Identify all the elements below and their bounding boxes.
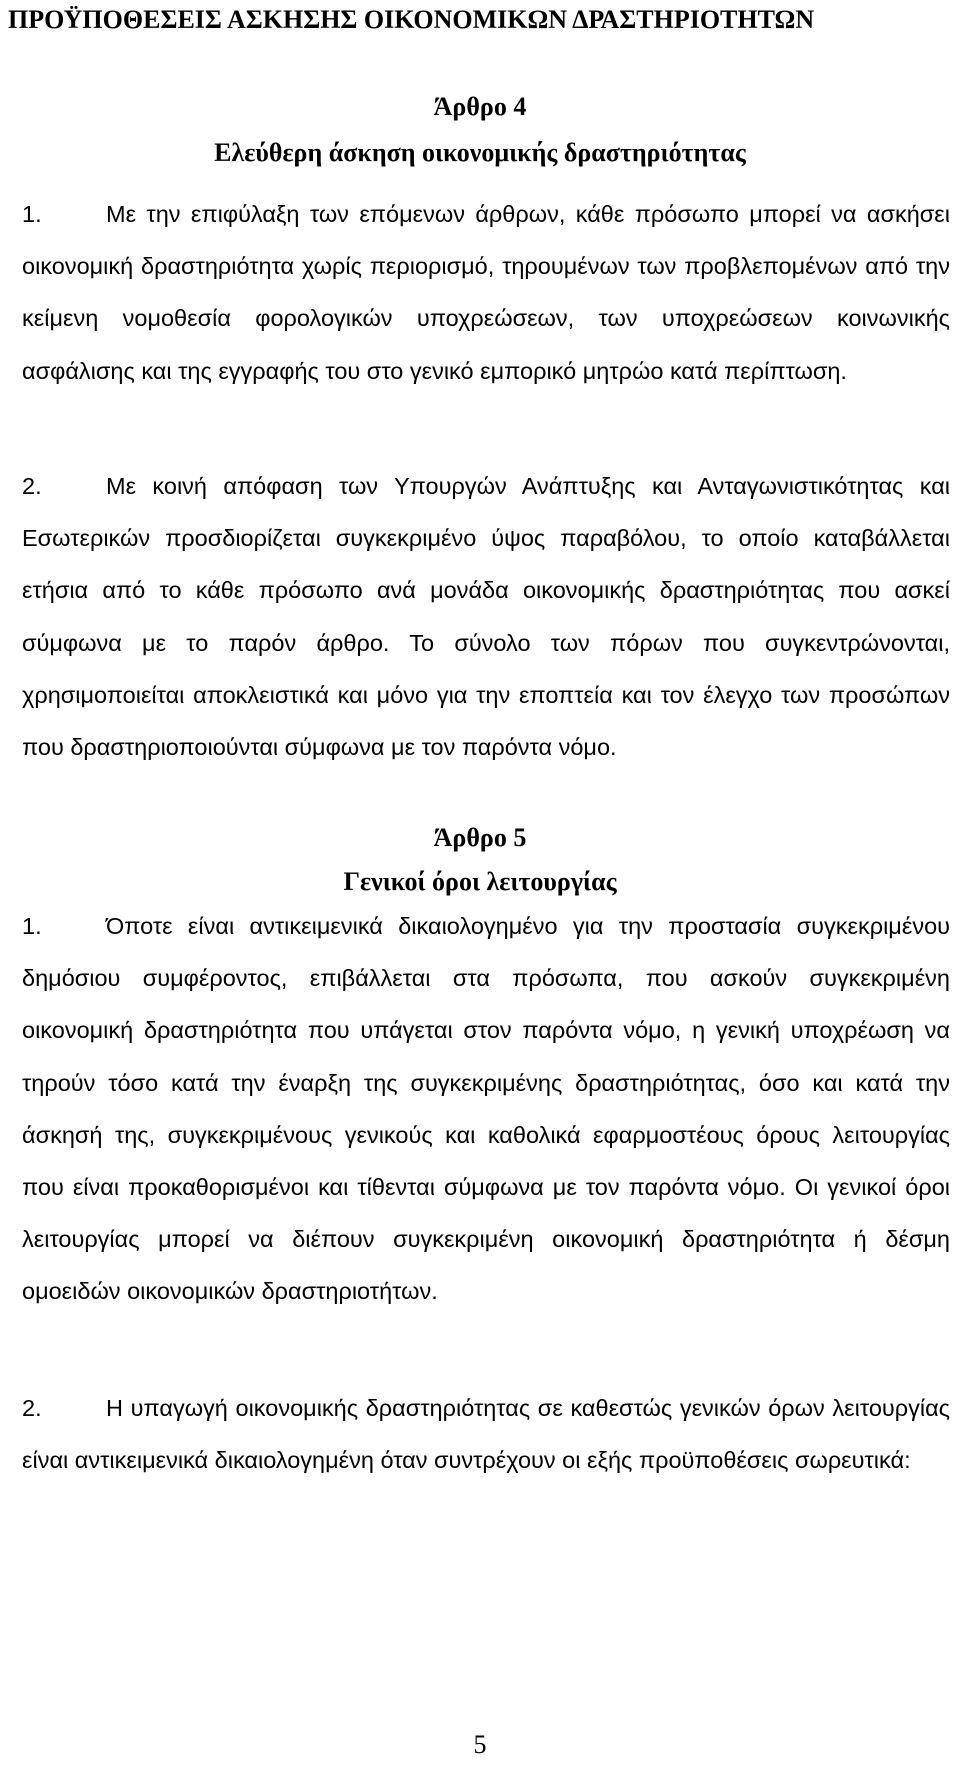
paragraph-text: Με κοινή απόφαση των Υπουργών Ανάπτυξης και Ανταγωνιστικότητας και Εσωτερικών προσδιορίζεται συγκεκριμένο ύψος παραβόλου, το οποίο καταβάλλεται ετήσια από το κάθε πρόσωπο ανά μονάδα οικονομικής δραστηριότητας που ασκεί σύμφωνα με το παρόν άρθρο. Το σύνολο των πόρων που συγκεντρώνονται, χρησιμοποιείται αποκλειστικά και μόνο για την εποπτεία και τον έλεγχο των προσώπων που δραστηριοποιούνται σύμφωνα με τον παρόντα νόμο. xyxy=(22,473,950,761)
article-4-paragraph-2 xyxy=(22,460,950,773)
paragraph-number: 1. xyxy=(22,913,42,939)
paragraph-number: 1. xyxy=(22,201,42,227)
article-5-paragraph-1 xyxy=(22,900,950,1318)
article-4-paragraph-1 xyxy=(22,188,950,397)
paragraph-text: Η υπαγωγή οικονομικής δραστηριότητας σε καθεστώς γενικών όρων λειτουργίας είναι αντικειμενικά δικαιολογημένη όταν συντρέχουν οι εξής προϋποθέσεις σωρευτικά: xyxy=(22,1395,950,1474)
article-5-label: Άρθρο 5 xyxy=(433,823,527,852)
document-heading: ΠΡΟΫΠΟΘΕΣΕΙΣ ΑΣΚΗΣΗΣ ΟΙΚΟΝΟΜΙΚΩΝ ΔΡΑΣΤΗΡΙΟΤΗΤΩΝ xyxy=(8,5,815,34)
page-number: 5 xyxy=(473,1730,487,1759)
paragraph-text: Όποτε είναι αντικειμενικά δικαιολογημένο για την προστασία συγκεκριμένου δημόσιου συμφέροντος, επιβάλλεται στα πρόσωπα, που ασκούν συγκεκριμένη οικονομική δραστηριότητα που υπάγεται στον παρόντα νόμο, η γενική υποχρέωση να τηρούν τόσο κατά την έναρξη της συγκεκριμένης δραστηριότητας, όσο και κατά την άσκησή της, συγκεκριμένους γενικούς και καθολικά εφαρμοστέους όρους λειτουργίας που είναι προκαθορισμένοι και τίθενται σύμφωνα με τον παρόντα νόμο. Οι γενικοί όροι λειτουργίας μπορεί να διέπουν συγκεκριμένη οικονομική δραστηριότητα ή δέσμη ομοειδών οικονομικών δραστηριοτήτων. xyxy=(22,913,950,1305)
paragraph-text: Με την επιφύλαξη των επόμενων άρθρων, κάθε πρόσωπο μπορεί να ασκήσει οικονομική δραστηριότητα χωρίς περιορισμό, τηρουμένων των προβλεπομένων από την κείμενη νομοθεσία φορολογικών υποχρεώσεων, των υποχρεώσεων κοινωνικής ασφάλισης και της εγγραφής του στο γενικό εμπορικό μητρώο κατά περίπτωση. xyxy=(22,201,950,384)
paragraph-number: 2. xyxy=(22,473,42,499)
article-4-label: Άρθρο 4 xyxy=(433,92,527,121)
article-5-title: Γενικοί όροι λειτουργίας xyxy=(343,867,617,896)
paragraph-number: 2. xyxy=(22,1395,42,1421)
article-4-title: Ελεύθερη άσκηση οικονομικής δραστηριότητας xyxy=(214,138,746,167)
article-5-paragraph-2 xyxy=(22,1382,950,1486)
